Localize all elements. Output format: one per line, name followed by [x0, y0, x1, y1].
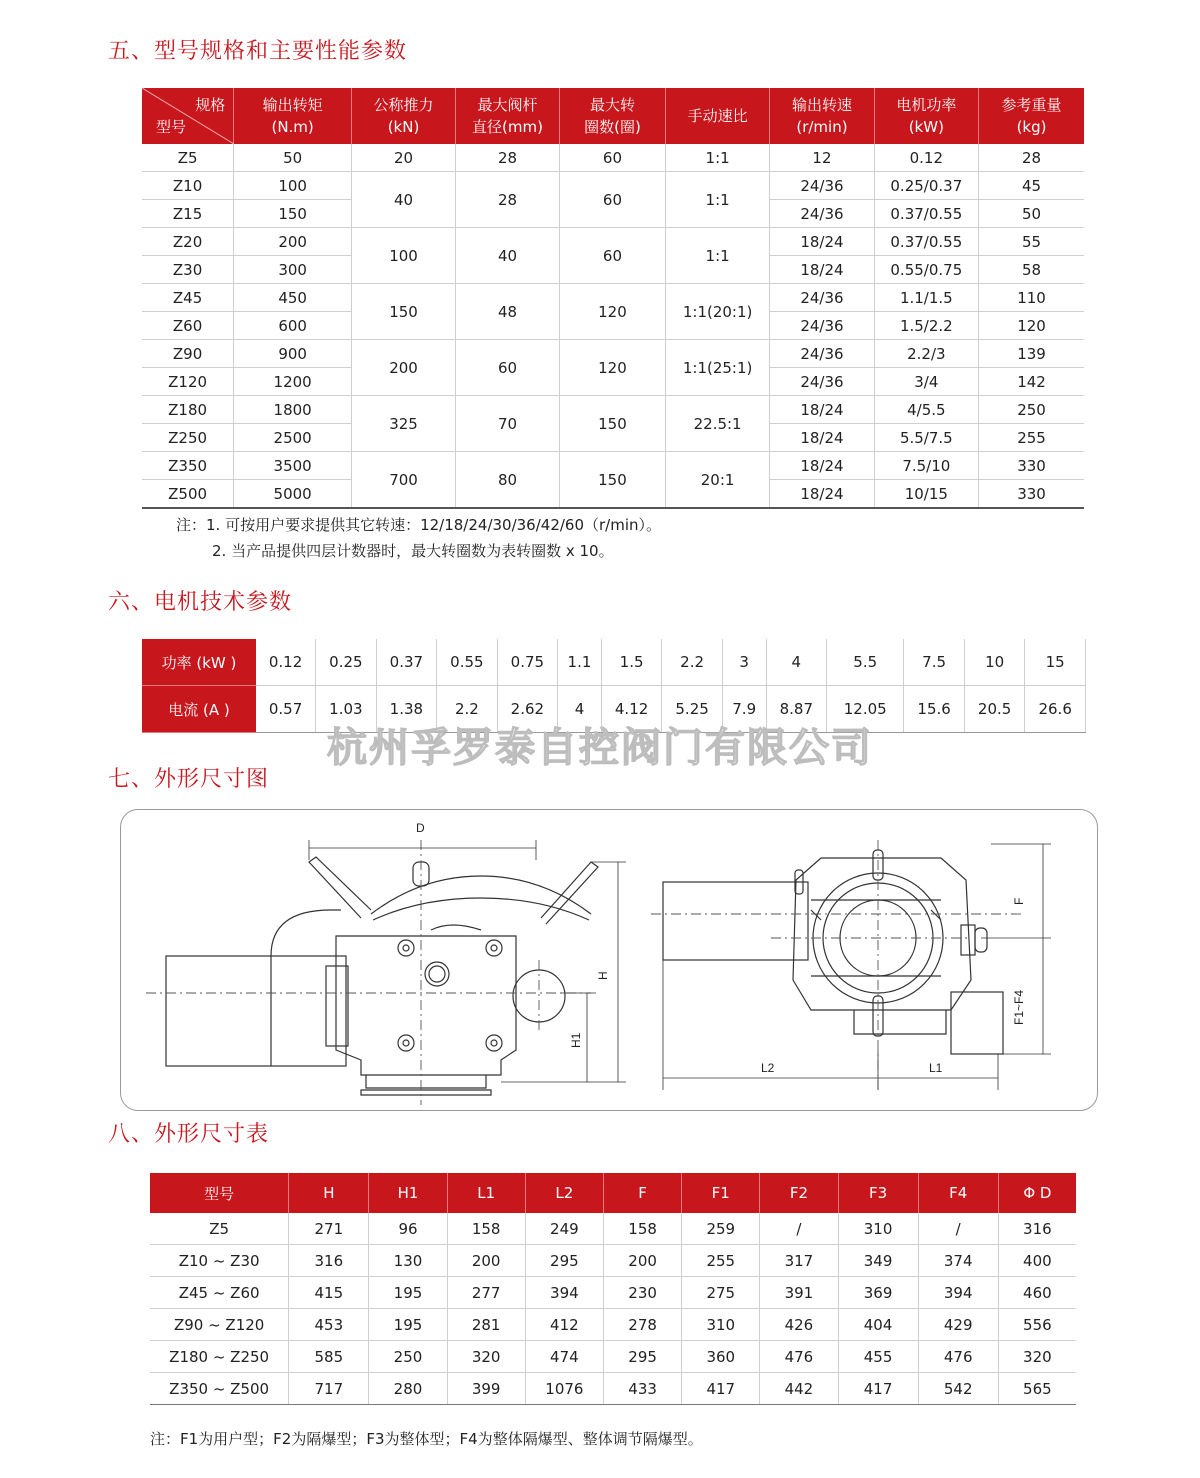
cell-power: 2.2/3 — [874, 340, 979, 368]
header-output-speed: 输出转速 (r/min) — [770, 88, 874, 144]
cell-torque: 50 — [234, 144, 352, 172]
dim-cell-value: 316 — [289, 1245, 369, 1277]
cell-weight: 255 — [979, 424, 1084, 452]
spec-table-header — [142, 88, 1084, 144]
cell-speed: 18/24 — [770, 396, 874, 424]
cell-stem: 40 — [455, 228, 559, 284]
dim-cell-value: 394 — [918, 1277, 998, 1309]
section-title-dimensions: 八、外形尺寸表 — [108, 1122, 270, 1147]
cell-stem: 28 — [455, 144, 559, 172]
dim-label-L2: L2 — [761, 1061, 775, 1075]
cell-power: 10/15 — [874, 480, 979, 509]
header-max-turns: 最大转 圈数(圈) — [560, 88, 666, 144]
cell-ratio: 1:1 — [665, 228, 769, 284]
motor-power-cell: 0.55 — [437, 639, 498, 686]
dim-cell-value: 130 — [369, 1245, 447, 1277]
cell-torque: 450 — [234, 284, 352, 312]
table-row — [142, 396, 1084, 424]
table-row — [150, 1309, 1076, 1341]
cell-power: 0.37/0.55 — [874, 200, 979, 228]
dim-cell-value: 476 — [918, 1341, 998, 1373]
dim-cell-value: 585 — [289, 1341, 369, 1373]
dim-cell-value: 295 — [604, 1341, 682, 1373]
motor-current-cell: 26.6 — [1025, 686, 1086, 733]
cell-weight: 142 — [979, 368, 1084, 396]
cell-power: 0.55/0.75 — [874, 256, 979, 284]
dim-label-F1F4: F1~F4 — [1012, 989, 1026, 1025]
dim-cell-value: 277 — [447, 1277, 525, 1309]
header-torque: 输出转矩 (N.m) — [234, 88, 352, 144]
dim-label-F: F — [1012, 897, 1026, 905]
cell-ratio: 1:1 — [665, 172, 769, 228]
dim-cell-value: 442 — [760, 1373, 838, 1405]
motor-power-cell: 0.37 — [376, 639, 437, 686]
dim-cell-value: 320 — [998, 1341, 1076, 1373]
dim-cell-value: 310 — [838, 1213, 918, 1245]
cell-weight: 330 — [979, 452, 1084, 480]
cell-model: Z15 — [142, 200, 234, 228]
cell-thrust: 200 — [352, 340, 456, 396]
cell-speed: 24/36 — [770, 368, 874, 396]
motor-current-cell: 0.57 — [256, 686, 316, 733]
cell-torque: 200 — [234, 228, 352, 256]
dim-cell-value: 415 — [289, 1277, 369, 1309]
dim-cell-value: 295 — [525, 1245, 603, 1277]
cell-model: Z20 — [142, 228, 234, 256]
dim-header: H1 — [369, 1173, 447, 1213]
motor-power-cell: 0.25 — [316, 639, 377, 686]
actuator-front-view — [146, 840, 626, 1105]
dim-label-H: H — [596, 971, 610, 980]
motor-current-cell: 7.9 — [722, 686, 766, 733]
cell-power: 3/4 — [874, 368, 979, 396]
cell-model: Z45 — [142, 284, 234, 312]
cell-thrust: 20 — [352, 144, 456, 172]
cell-weight: 139 — [979, 340, 1084, 368]
dim-cell-value: / — [918, 1213, 998, 1245]
cell-stem: 28 — [455, 172, 559, 228]
cell-model: Z90 — [142, 340, 234, 368]
dim-cell-value: 195 — [369, 1309, 447, 1341]
cell-model: Z30 — [142, 256, 234, 284]
cell-thrust: 325 — [352, 396, 456, 452]
dim-cell-value: 717 — [289, 1373, 369, 1405]
dim-cell-value: 369 — [838, 1277, 918, 1309]
motor-current-cell: 4 — [558, 686, 602, 733]
spec-table — [142, 88, 1084, 509]
cell-turns: 150 — [560, 452, 666, 509]
cell-torque: 150 — [234, 200, 352, 228]
cell-turns: 120 — [560, 284, 666, 340]
dim-cell-value: 316 — [998, 1213, 1076, 1245]
cell-speed: 18/24 — [770, 256, 874, 284]
dim-cell-value: 195 — [369, 1277, 447, 1309]
motor-power-cell: 0.75 — [497, 639, 558, 686]
cell-power: 0.25/0.37 — [874, 172, 979, 200]
cell-power: 1.1/1.5 — [874, 284, 979, 312]
cell-ratio: 1:1 — [665, 144, 769, 172]
dim-cell-value: 1076 — [525, 1373, 603, 1405]
table-row — [142, 228, 1084, 256]
dim-cell-value: 412 — [525, 1309, 603, 1341]
cell-stem: 70 — [455, 396, 559, 452]
cell-power: 0.12 — [874, 144, 979, 172]
dim-cell-value: 259 — [682, 1213, 760, 1245]
motor-power-label: 功率 (kW ) — [142, 639, 256, 686]
table-row — [150, 1213, 1076, 1245]
dim-cell-value: 249 — [525, 1213, 603, 1245]
dim-label-L1: L1 — [929, 1061, 943, 1075]
cell-power: 1.5/2.2 — [874, 312, 979, 340]
dim-cell-value: 417 — [682, 1373, 760, 1405]
motor-current-cell: 12.05 — [827, 686, 904, 733]
cell-model: Z180 — [142, 396, 234, 424]
cell-torque: 300 — [234, 256, 352, 284]
cell-turns: 60 — [560, 172, 666, 228]
dim-cell-value: 556 — [998, 1309, 1076, 1341]
motor-current-label: 电流 (A ) — [142, 686, 256, 733]
cell-stem: 80 — [455, 452, 559, 509]
dim-cell-value: 394 — [525, 1277, 603, 1309]
dim-cell-value: 278 — [604, 1309, 682, 1341]
motor-power-cell: 0.12 — [256, 639, 316, 686]
cell-thrust: 100 — [352, 228, 456, 284]
cell-model: Z120 — [142, 368, 234, 396]
dim-header: F3 — [838, 1173, 918, 1213]
cell-torque: 600 — [234, 312, 352, 340]
header-weight: 参考重量 (kg) — [979, 88, 1084, 144]
dim-cell-value: 158 — [604, 1213, 682, 1245]
table-row — [150, 1373, 1076, 1405]
cell-speed: 18/24 — [770, 452, 874, 480]
dim-cell-value: 250 — [369, 1341, 447, 1373]
cell-speed: 18/24 — [770, 228, 874, 256]
header-motor-power: 电机功率 (kW) — [874, 88, 979, 144]
dim-cell-value: 271 — [289, 1213, 369, 1245]
dim-cell-model: Z90 ~ Z120 — [150, 1309, 289, 1341]
motor-current-cell: 20.5 — [964, 686, 1025, 733]
cell-stem: 48 — [455, 284, 559, 340]
dim-cell-value: 455 — [838, 1341, 918, 1373]
dim-cell-value: 349 — [838, 1245, 918, 1277]
dim-cell-value: 474 — [525, 1341, 603, 1373]
dimension-drawing — [121, 810, 1097, 1110]
motor-current-cell: 4.12 — [601, 686, 662, 733]
dim-cell-value: 429 — [918, 1309, 998, 1341]
cell-turns: 150 — [560, 396, 666, 452]
dim-header: F4 — [918, 1173, 998, 1213]
header-thrust: 公称推力 (kN) — [352, 88, 456, 144]
dim-cell-value: 255 — [682, 1245, 760, 1277]
cell-torque: 1800 — [234, 396, 352, 424]
dim-cell-model: Z350 ~ Z500 — [150, 1373, 289, 1405]
dim-cell-value: 310 — [682, 1309, 760, 1341]
cell-weight: 250 — [979, 396, 1084, 424]
motor-current-cell: 2.2 — [437, 686, 498, 733]
header-model-label: 型号 — [156, 118, 187, 136]
dimension-table — [150, 1173, 1076, 1405]
dim-cell-value: 275 — [682, 1277, 760, 1309]
cell-weight: 120 — [979, 312, 1084, 340]
motor-current-cell: 2.62 — [497, 686, 558, 733]
cell-stem: 60 — [455, 340, 559, 396]
cell-power: 5.5/7.5 — [874, 424, 979, 452]
dim-header: L2 — [525, 1173, 603, 1213]
section-title-specs: 五、型号规格和主要性能参数 — [108, 39, 408, 64]
dim-cell-value: 230 — [604, 1277, 682, 1309]
dim-cell-value: 399 — [447, 1373, 525, 1405]
dim-header: H — [289, 1173, 369, 1213]
dim-cell-model: Z10 ~ Z30 — [150, 1245, 289, 1277]
table-row — [150, 1277, 1076, 1309]
cell-torque: 5000 — [234, 480, 352, 509]
cell-turns: 120 — [560, 340, 666, 396]
dim-label-H1: H1 — [569, 1032, 583, 1048]
dim-cell-value: 158 — [447, 1213, 525, 1245]
dim-header: L1 — [447, 1173, 525, 1213]
dim-cell-value: 374 — [918, 1245, 998, 1277]
dim-cell-value: 320 — [447, 1341, 525, 1373]
header-manual-ratio: 手动速比 — [665, 88, 769, 144]
cell-model: Z60 — [142, 312, 234, 340]
motor-power-cell: 7.5 — [904, 639, 965, 686]
section-title-drawing: 七、外形尺寸图 — [108, 767, 270, 792]
header-model-spec — [142, 88, 234, 144]
cell-ratio: 1:1(20:1) — [665, 284, 769, 340]
dim-cell-value: 404 — [838, 1309, 918, 1341]
dim-cell-model: Z45 ~ Z60 — [150, 1277, 289, 1309]
dim-cell-value: 280 — [369, 1373, 447, 1405]
header-stem-diameter: 最大阀杆 直径(mm) — [455, 88, 559, 144]
cell-weight: 58 — [979, 256, 1084, 284]
cell-weight: 55 — [979, 228, 1084, 256]
cell-model: Z500 — [142, 480, 234, 509]
cell-torque: 900 — [234, 340, 352, 368]
dim-header: 型号 — [150, 1173, 289, 1213]
cell-power: 4/5.5 — [874, 396, 979, 424]
actuator-side-view — [651, 840, 1051, 1090]
motor-current-cell: 5.25 — [662, 686, 723, 733]
motor-current-cell: 8.87 — [766, 686, 827, 733]
cell-thrust: 40 — [352, 172, 456, 228]
motor-power-cell: 2.2 — [662, 639, 723, 686]
dim-cell-value: 360 — [682, 1341, 760, 1373]
motor-power-cell: 3 — [722, 639, 766, 686]
dim-cell-value: 200 — [604, 1245, 682, 1277]
cell-turns: 60 — [560, 144, 666, 172]
dim-cell-value: 542 — [918, 1373, 998, 1405]
motor-power-row — [142, 639, 1086, 686]
table-row — [142, 144, 1084, 172]
cell-speed: 24/36 — [770, 340, 874, 368]
company-watermark: 杭州孚罗泰自控阀门有限公司 — [327, 725, 873, 771]
dim-cell-value: 426 — [760, 1309, 838, 1341]
motor-power-cell: 5.5 — [827, 639, 904, 686]
cell-speed: 12 — [770, 144, 874, 172]
dim-cell-value: 476 — [760, 1341, 838, 1373]
dim-header: F — [604, 1173, 682, 1213]
motor-power-cell: 1.5 — [601, 639, 662, 686]
dimension-note: 注：F1为用户型；F2为隔爆型；F3为整体型；F4为整体隔爆型、整体调节隔爆型。 — [150, 1430, 703, 1448]
cell-ratio: 22.5:1 — [665, 396, 769, 452]
dim-cell-value: 391 — [760, 1277, 838, 1309]
cell-torque: 1200 — [234, 368, 352, 396]
cell-weight: 50 — [979, 200, 1084, 228]
cell-torque: 3500 — [234, 452, 352, 480]
motor-power-cell: 10 — [964, 639, 1025, 686]
cell-model: Z5 — [142, 144, 234, 172]
dim-cell-value: 200 — [447, 1245, 525, 1277]
cell-ratio: 20:1 — [665, 452, 769, 509]
dim-header: F2 — [760, 1173, 838, 1213]
dim-header: Φ D — [998, 1173, 1076, 1213]
dim-cell-value: 400 — [998, 1245, 1076, 1277]
section-title-motor: 六、电机技术参数 — [108, 590, 293, 615]
cell-speed: 18/24 — [770, 424, 874, 452]
cell-weight: 110 — [979, 284, 1084, 312]
cell-torque: 2500 — [234, 424, 352, 452]
spec-note-1: 注：1. 可按用户要求提供其它转速：12/18/24/30/36/42/60（r/min）。 — [176, 516, 662, 534]
header-spec-label: 规格 — [195, 96, 226, 114]
dim-cell-value: 281 — [447, 1309, 525, 1341]
dim-cell-value: 433 — [604, 1373, 682, 1405]
dim-cell-value: 417 — [838, 1373, 918, 1405]
cell-model: Z350 — [142, 452, 234, 480]
cell-speed: 24/36 — [770, 172, 874, 200]
spec-note-2: 2. 当产品提供四层计数器时，最大转圈数为表转圈数 x 10。 — [212, 542, 614, 560]
cell-power: 7.5/10 — [874, 452, 979, 480]
cell-power: 0.37/0.55 — [874, 228, 979, 256]
motor-power-cell: 1.1 — [558, 639, 602, 686]
dim-cell-value: 317 — [760, 1245, 838, 1277]
table-row — [142, 172, 1084, 200]
cell-torque: 100 — [234, 172, 352, 200]
dim-cell-value: 453 — [289, 1309, 369, 1341]
cell-weight: 330 — [979, 480, 1084, 509]
motor-current-cell: 15.6 — [904, 686, 965, 733]
dim-cell-value: 460 — [998, 1277, 1076, 1309]
cell-thrust: 700 — [352, 452, 456, 509]
dim-header: F1 — [682, 1173, 760, 1213]
table-row — [142, 284, 1084, 312]
dim-cell-model: Z5 — [150, 1213, 289, 1245]
cell-speed: 24/36 — [770, 200, 874, 228]
motor-current-cell: 1.38 — [376, 686, 437, 733]
table-row — [150, 1245, 1076, 1277]
dim-cell-value: 96 — [369, 1213, 447, 1245]
motor-current-cell: 1.03 — [316, 686, 377, 733]
cell-turns: 60 — [560, 228, 666, 284]
dim-cell-value: 565 — [998, 1373, 1076, 1405]
dimension-drawing-frame — [120, 809, 1098, 1111]
cell-speed: 18/24 — [770, 480, 874, 509]
cell-ratio: 1:1(25:1) — [665, 340, 769, 396]
table-row — [142, 452, 1084, 480]
table-row — [150, 1341, 1076, 1373]
dim-label-D: D — [416, 821, 425, 835]
cell-model: Z10 — [142, 172, 234, 200]
cell-weight: 28 — [979, 144, 1084, 172]
cell-speed: 24/36 — [770, 284, 874, 312]
cell-weight: 45 — [979, 172, 1084, 200]
cell-thrust: 150 — [352, 284, 456, 340]
motor-power-cell: 15 — [1025, 639, 1086, 686]
table-row — [142, 340, 1084, 368]
cell-model: Z250 — [142, 424, 234, 452]
dim-cell-model: Z180 ~ Z250 — [150, 1341, 289, 1373]
dimension-table-header — [150, 1173, 1076, 1213]
dim-cell-value: / — [760, 1213, 838, 1245]
cell-speed: 24/36 — [770, 312, 874, 340]
motor-table — [142, 639, 1086, 733]
motor-power-cell: 4 — [766, 639, 827, 686]
